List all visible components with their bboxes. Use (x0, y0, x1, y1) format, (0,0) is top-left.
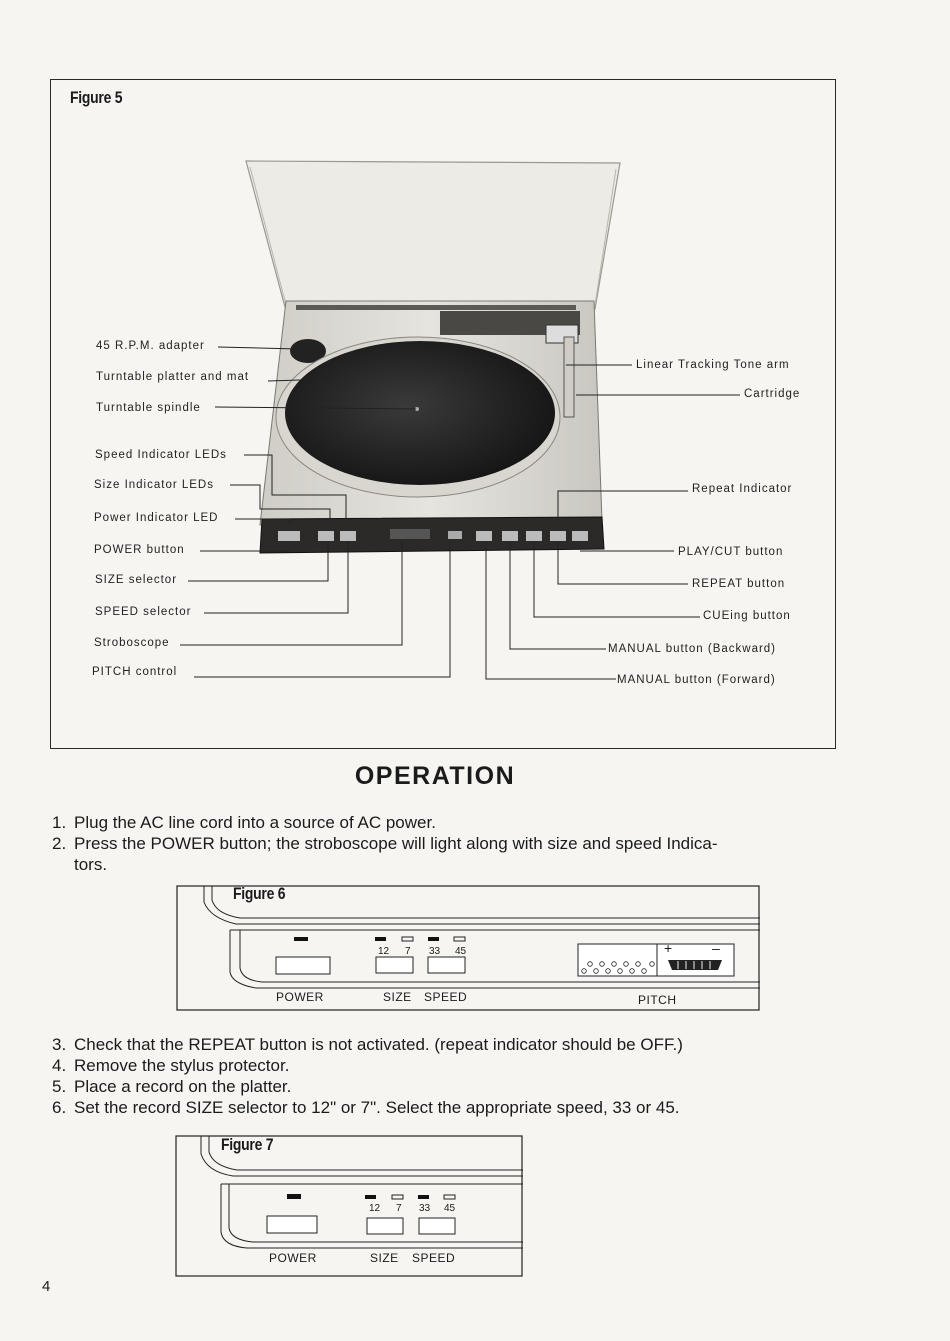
fig7-label-speed: SPEED (412, 1251, 456, 1265)
step-3: 3. Check that the REPEAT button is not activated. (repeat indicator should be OFF.) (52, 1035, 683, 1054)
label-power-button: POWER button (94, 544, 185, 556)
fig7-size-led-7 (392, 1195, 403, 1199)
step-2: 2. Press the POWER button; the stroboscope will light along with size and speed Indica- (52, 834, 718, 853)
speed-button-shape (428, 957, 465, 973)
fig6-pitch-plus: + (664, 940, 673, 956)
label-speed-indicator-leds: Speed Indicator LEDs (95, 449, 227, 461)
dust-cover (246, 161, 620, 309)
size-led-12 (375, 937, 386, 941)
platter-mat (285, 341, 555, 485)
fig6-pitch-minus: – (712, 940, 720, 956)
label-manual-forward: MANUAL button (Forward) (617, 674, 776, 686)
fig7-label-power: POWER (269, 1251, 317, 1265)
fig6-size-7: 7 (405, 946, 411, 957)
fig7-speed-45: 45 (444, 1203, 456, 1214)
speed-led-33 (428, 937, 439, 941)
label-size-selector: SIZE selector (95, 574, 178, 586)
fig7-speed-33: 33 (419, 1203, 431, 1214)
fig6-speed-45: 45 (455, 946, 467, 957)
fig7-size-7: 7 (396, 1203, 402, 1214)
figure-7-title: Figure 7 (221, 1135, 274, 1154)
pitch-wheel (668, 960, 722, 970)
size-button-shape (376, 957, 413, 973)
power-button-shape (276, 957, 330, 974)
fig7-label-size: SIZE (370, 1251, 399, 1265)
label-play-cut-button: PLAY/CUT button (678, 546, 784, 558)
size-led-7 (402, 937, 413, 941)
steps-list-a (52, 812, 718, 875)
fig7-power-button-shape (267, 1216, 317, 1233)
figure-6-title: Figure 6 (233, 884, 286, 903)
fig7-size-led-12 (365, 1195, 376, 1199)
label-pitch-control: PITCH control (92, 666, 178, 678)
label-cueing-button: CUEing button (703, 610, 791, 622)
step-6: 6. Set the record SIZE selector to 12" or 7". Select the appropriate speed, 33 or 45. (52, 1098, 680, 1117)
tonearm (564, 337, 574, 417)
page-number: 4 (42, 1278, 51, 1295)
fig7-speed-led-33 (418, 1195, 429, 1199)
fig6-label-pitch: PITCH (638, 993, 677, 1007)
label-manual-backward: MANUAL button (Backward) (608, 643, 777, 655)
label-turntable-platter: Turntable platter and mat (96, 371, 250, 383)
step-1: 1. Plug the AC line cord into a source of AC power. (52, 813, 436, 832)
label-turntable-spindle: Turntable spindle (96, 402, 201, 414)
label-repeat-button: REPEAT button (692, 578, 786, 590)
fig7-size-12: 12 (369, 1203, 381, 1214)
fig6-speed-33: 33 (429, 946, 441, 957)
speed-led-45 (454, 937, 465, 941)
step-4: 4. Remove the stylus protector. (52, 1056, 290, 1075)
step-5: 5. Place a record on the platter. (52, 1077, 292, 1096)
label-45-rpm-adapter: 45 R.P.M. adapter (96, 340, 205, 352)
figure-7-panel (175, 1134, 525, 1278)
label-size-indicator-leds: Size Indicator LEDs (94, 479, 214, 491)
fig7-size-button-shape (367, 1218, 403, 1234)
fig7-speed-button-shape (419, 1218, 455, 1234)
fig6-label-speed: SPEED (424, 990, 468, 1004)
label-repeat-indicator: Repeat Indicator (692, 483, 793, 495)
fig6-label-power: POWER (276, 990, 324, 1004)
steps-list-b (52, 1034, 683, 1118)
fig7-power-led (287, 1194, 301, 1199)
fig6-size-12: 12 (378, 946, 390, 957)
fig7-speed-led-45 (444, 1195, 455, 1199)
label-power-indicator-led: Power Indicator LED (94, 512, 219, 524)
power-led (294, 937, 308, 941)
step-2-continued: tors. (74, 855, 108, 874)
label-stroboscope: Stroboscope (94, 637, 170, 649)
fig6-label-size: SIZE (383, 990, 412, 1004)
label-linear-tracking-tonearm: Linear Tracking Tone arm (636, 359, 790, 371)
operation-heading: OPERATION (354, 762, 516, 790)
label-cartridge: Cartridge (744, 388, 801, 400)
label-speed-selector: SPEED selector (95, 606, 192, 618)
figure-5-title: Figure 5 (70, 88, 123, 107)
